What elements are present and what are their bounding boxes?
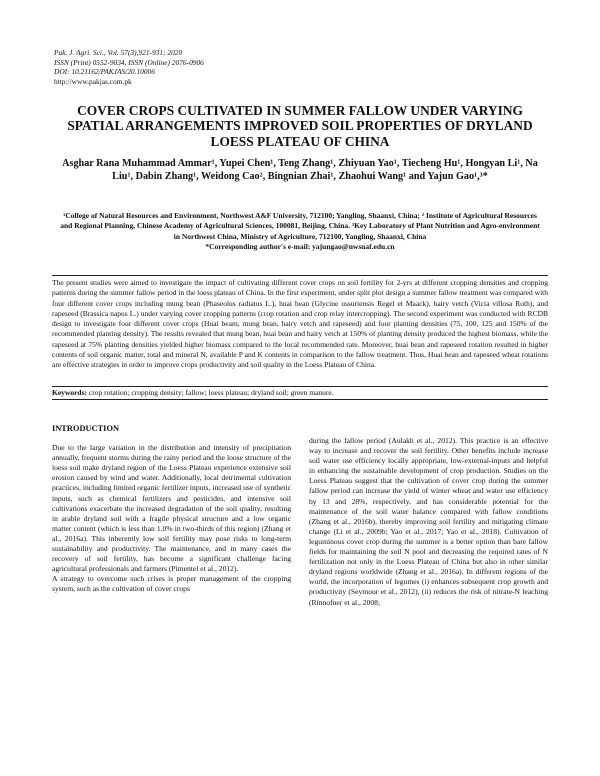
intro-paragraph-2: A strategy to overcome such crises is proper management of the cropping system, such as the cultivation of cover crops	[52, 574, 291, 594]
abstract: The present studies were aimed to investigate the impact of cultivating different cover crops on soil fertility for 2-yrs at different cropping densities and cropping patterns during the summer fallow period in the loess plateau of China. In the first experiment, under split plot design a summer fallow treatment was compared with four different cover crops including mung bean (Phaseolus radiatus L.), huai bean (Glycine ussuriensis Regel et Maack), hairy vetch (Vicia villosa Roth), and rapeseed (Brassica napus L.) under varying cover cropping patterns (crop rotation and crop relay intercropping). The second experiment was conducted with RCDB design to investigate four different cover crops (Huai beam, mung bean, hairy vetch and rapeseed) and four planting densities (75, 100, 125 and 150% of the recommended planting density). The results revealed that mung bean, huai bean and hairy vetch at 150% of planting density produced the highest biomass, while the rapeseed at 75% planting densities yielded higher biomass compared to the local recommended rate. Moreover, huai bean and rapeseed rotation resulted in higher contents of soil organic matter, total and mineral N, available P and K contents in comparison to the fallow treatment. Thus, Huai bean and rapeseed wheat rotations are effective strategies in order to improve crops productivity and soil quality in the Loess Plateau of China.	[52, 278, 548, 370]
keywords-text: crop rotation; cropping density; fallow; loess plateau; dryland soil; green manure.	[87, 388, 334, 397]
journal-url[interactable]: http://www.pakjas.com.pk	[54, 76, 132, 86]
journal-citation: Pak. J. Agri. Sci., Vol. 57(3),921-931; 2020	[54, 48, 183, 57]
intro-paragraph-1: Due to the large variation in the distribution and intensity of precipitation annually, frequent storms during the rainy period and the loose structure of the loess soil make dryland region of the Loess Plateau experience extensive soil erosion caused by wind and water. Additionally, local detrimental cultivation practices, including limited organic fertilizer inputs, increased use of synthetic inputs, such as chemical fertilizers and pesticides, and intensive soil cultivations exacerbate the increased degradation of the soil quality, resulting in arable dryland soil with a fragile physical structure and a low organic matter content (which is less than 1.0% in two-thirds of this region) (Zhang et al., 2016a). This inherently low soil fertility may pose risks to long-term sustainability and productivity. The maintenance, and in many cases the recovery of soil fertility, has become a significant challenge facing agricultural professionals and farmers (Pimentel et al., 2012).	[52, 443, 291, 574]
abstract-bottom-rule	[52, 386, 548, 387]
author-list: Asghar Rana Muhammad Ammar¹, Yupei Chen¹, Teng Zhang¹, Zhiyuan Yao¹, Tiecheng Hu¹, Hongyan Li¹, Na Liu¹, Dabin Zhang¹, Weidong Cao², Bingnian Zhai¹, Zhaohui Wang¹ and Yajun Gao¹,³*	[62, 158, 538, 183]
keywords-label: Keywords:	[52, 388, 87, 397]
intro-paragraph-3: during the fallow period (Aulakh et al., 2012). This practice is an effective way to increase and recover the soil fertility. Other benefits include increase soil water use efficiency locally appropriate, low-external-inputs and helpful in enhancing the sustainable development of crop production. Studies on the Loess Plateau suggest that the cultivation of cover crop during the summer fallow period can increase the yield of winter wheat and water use efficiency by 13 and 28%, respectively, and has considerable potential for the maintenance of the soil water balance compared with fallow conditions (Zhang et al., 2016b), thereby improving soil fertility and mitigating climate change (Li et al., 2009b; Yao et al., 2017; Yao et al., 2018). Cultivation of leguminous cover crop during the summer is a better option than bare fallow fields for maintaining the soil N pool and decreasing the required rates of N fertilization not only in the Loess Plateau of China but also in other similar dryland regions worldwide (Zhang et al., 2016a). In different regions of the world, the incorporation of legumes (i) enhances subsequent crop growth and productivity (Seymour et al., 2012), (ii) reduces the risk of nitrate-N leaching (Rinnofner et al., 2008;	[309, 436, 548, 607]
right-column	[309, 436, 548, 608]
corresponding-author: *Corresponding author's e-mail: yajungao@nwsuaf.edu.cn	[205, 242, 395, 252]
introduction-heading: INTRODUCTION	[52, 424, 120, 433]
journal-doi: DOI: 10.21162/PAKJAS/20.10006	[54, 67, 155, 77]
affiliations	[60, 211, 540, 253]
abstract-top-rule	[52, 275, 548, 276]
paper-title: COVER CROPS CULTIVATED IN SUMMER FALLOW UNDER VARYING SPATIAL ARRANGEMENTS IMPROVED SOIL PROPERTIES OF DRYLAND LOESS PLATEAU OF CHINA	[67, 103, 533, 149]
keywords-bottom-rule	[52, 399, 548, 400]
keywords	[52, 388, 548, 398]
affiliation-text: ¹College of Natural Resources and Environment, Northwest A&F University, 712100; Yangling, Shaanxi, China; ² Institute of Agricultural Resources and Regional Planning, Chinese Academy of Agricultural Sciences, 100081, Beijing, China. ³Key Laboratory of Plant Nutrition and Agro-environment in Northwest China, Ministry of Agriculture, 712100, Yangling, Shaanxi, China	[60, 211, 540, 241]
left-column	[52, 412, 291, 595]
journal-issn: ISSN (Print) 0552-9034, ISSN (Online) 2076-0906	[54, 57, 204, 67]
journal-header	[54, 48, 204, 86]
